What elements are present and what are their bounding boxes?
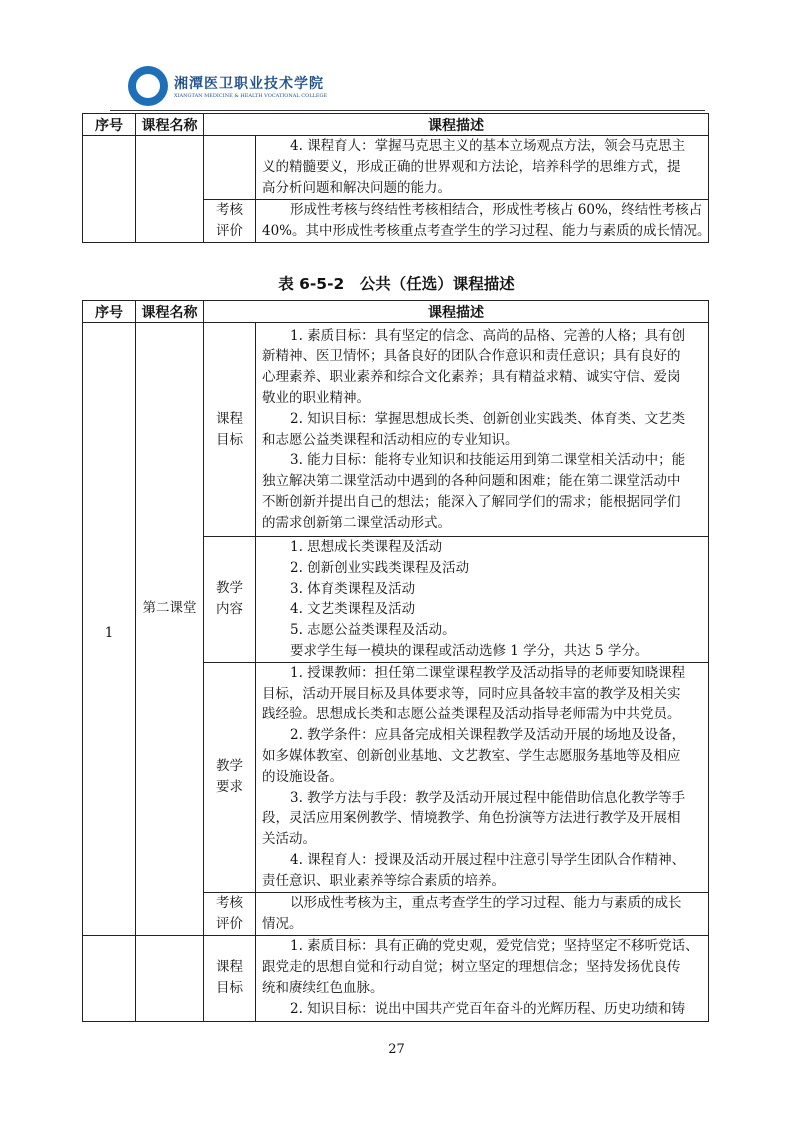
text-line: 关活动。 [262, 831, 316, 848]
text-line: 2. 知识目标：说出中国共产党百年奋斗的光辉历程、历史功绩和铸 [290, 1000, 686, 1017]
text-line: 4. 课程育人：掌握马克思主义的基本立场观点方法，领会马克思主 [290, 138, 686, 155]
table-title: 表 6-5-2 公共（任选）课程描述 [278, 275, 515, 293]
college-logo [128, 66, 327, 106]
text-line: 1. 思想成长类课程及活动 [290, 539, 443, 555]
text-line: 1. 授课教师：担任第二课堂课程教学及活动指导的老师要知晓课程 [290, 664, 686, 681]
table-row [83, 323, 709, 537]
row-label: 课程 目标 [204, 935, 256, 1021]
text-line: 心理素养、职业素养和综合文化素养；具有精益求精、诚实守信、爱岗 [262, 369, 681, 386]
college-seal-icon [128, 66, 168, 106]
table-continued [82, 113, 709, 243]
text-line: 4. 课程育人：授课及活动开展过程中注意引导学生团队合作精神、 [290, 851, 686, 868]
text-line: 敬业的职业精神。 [262, 389, 370, 406]
col-no: 序号 [83, 114, 136, 136]
text-line: 2. 知识目标：掌握思想成长类、创新创业实践类、体育类、文艺类 [290, 410, 686, 427]
row-label: 课程 目标 [204, 323, 256, 537]
text-line: 新精神、医卫情怀；具备良好的团队合作意识和责任意识；具有良好的 [262, 348, 681, 365]
cell-content [256, 662, 709, 892]
page-number: 27 [388, 1042, 405, 1057]
text-line: 3. 体育类课程及活动 [290, 580, 416, 597]
cell-content [256, 892, 709, 935]
course-name: 第二课堂 [136, 323, 204, 936]
header-rule [110, 110, 705, 111]
logo-cn: 湘潭医卫职业技术学院 [174, 76, 324, 92]
text-line: 形成性考核与终结性考核相结合，形成性考核占 60%，终结性考核占 [290, 202, 703, 219]
cell-content [256, 537, 709, 663]
text-line: 如多媒体教室、创新创业基地、文艺教室、学生志愿服务基地等及相应 [262, 747, 681, 764]
text-line: 3. 能力目标：能将专业知识和技能运用到第二课堂相关活动中；能 [290, 452, 686, 469]
table-header [83, 301, 709, 323]
cell-content [256, 935, 709, 1021]
text-line: 高分析问题和解决问题的能力。 [262, 179, 451, 196]
text-line: 不断创新并提出自己的想法；能深入了解同学们的需求；能根据同学们 [262, 493, 681, 510]
row-label: 考核 评价 [204, 892, 256, 935]
text-line: 义的精髓要义，形成正确的世界观和方法论，培养科学的思维方式，提 [262, 159, 681, 176]
text-line: 独立解决第二课堂活动中遇到的各种问题和困难；能在第二课堂活动中 [262, 473, 681, 490]
col-name: 课程名称 [136, 114, 204, 136]
text-line: 的需求创新第二课堂活动形式。 [262, 514, 451, 531]
text-line: 5. 志愿公益类课程及活动。 [290, 622, 456, 639]
text-line: 和志愿公益类课程和活动相应的专业知识。 [262, 431, 519, 448]
row-label: 考核 评价 [204, 200, 256, 243]
text-line: 1. 素质目标：具有坚定的信念、高尚的品格、完善的人格；具有创 [290, 327, 686, 344]
text-line: 统和赓续红色血脉。 [262, 980, 384, 997]
col-name: 课程名称 [136, 301, 204, 323]
text-line: 践经验。思想成长类和志愿公益类课程及活动指导老师需为中共党员。 [262, 706, 681, 723]
table-header [83, 114, 709, 136]
cell-content [256, 323, 709, 537]
table-row [83, 935, 709, 1021]
text-line: 目标，活动开展目标及具体要求等，同时应具备较丰富的教学及相关实 [262, 685, 681, 702]
row-label: 教学 要求 [204, 662, 256, 892]
text-line: 情况。 [262, 915, 303, 932]
course-no: 1 [83, 323, 136, 936]
text-line: 责任意识、职业素养等综合素质的培养。 [262, 872, 505, 889]
text-line: 跟党走的思想自觉和行动自觉；树立坚定的理想信念；坚持发扬优良传 [262, 959, 681, 976]
text-line: 40%。其中形成性考核重点考查学生的学习过程、能力与素质的成长情况。 [262, 223, 711, 239]
row-label: 教学 内容 [204, 537, 256, 663]
table-6-5-2 [82, 300, 709, 1022]
cell-content [256, 136, 709, 200]
text-line: 2. 创新创业实践类课程及活动 [290, 559, 470, 576]
col-no: 序号 [83, 301, 136, 323]
table-row [83, 136, 709, 200]
logo-en: XIANGTAN MEDICINE & HEALTH VOCATIONAL COLLEGE [174, 93, 328, 99]
col-desc: 课程描述 [204, 114, 709, 136]
text-line: 段，灵活应用案例教学、情境教学、角色扮演等方法进行教学及开展相 [262, 810, 681, 827]
text-line: 3. 教学方法与手段：教学及活动开展过程中能借助信息化教学等手 [290, 789, 686, 806]
text-line: 以形成性考核为主，重点考查学生的学习过程、能力与素质的成长 [290, 894, 682, 911]
text-line: 要求学生每一模块的课程或活动选修 1 学分，共达 5 学分。 [290, 642, 649, 659]
col-desc: 课程描述 [204, 301, 709, 323]
text-line: 1. 素质目标：具有正确的党史观，爱党信党；坚持坚定不移听党话、 [290, 938, 699, 955]
cell-content [256, 200, 709, 243]
text-line: 2. 教学条件：应具备完成相关课程教学及活动开展的场地及设备， [290, 727, 686, 744]
text-line: 4. 文艺类课程及活动 [290, 601, 416, 618]
text-line: 的设施设备。 [262, 768, 343, 785]
